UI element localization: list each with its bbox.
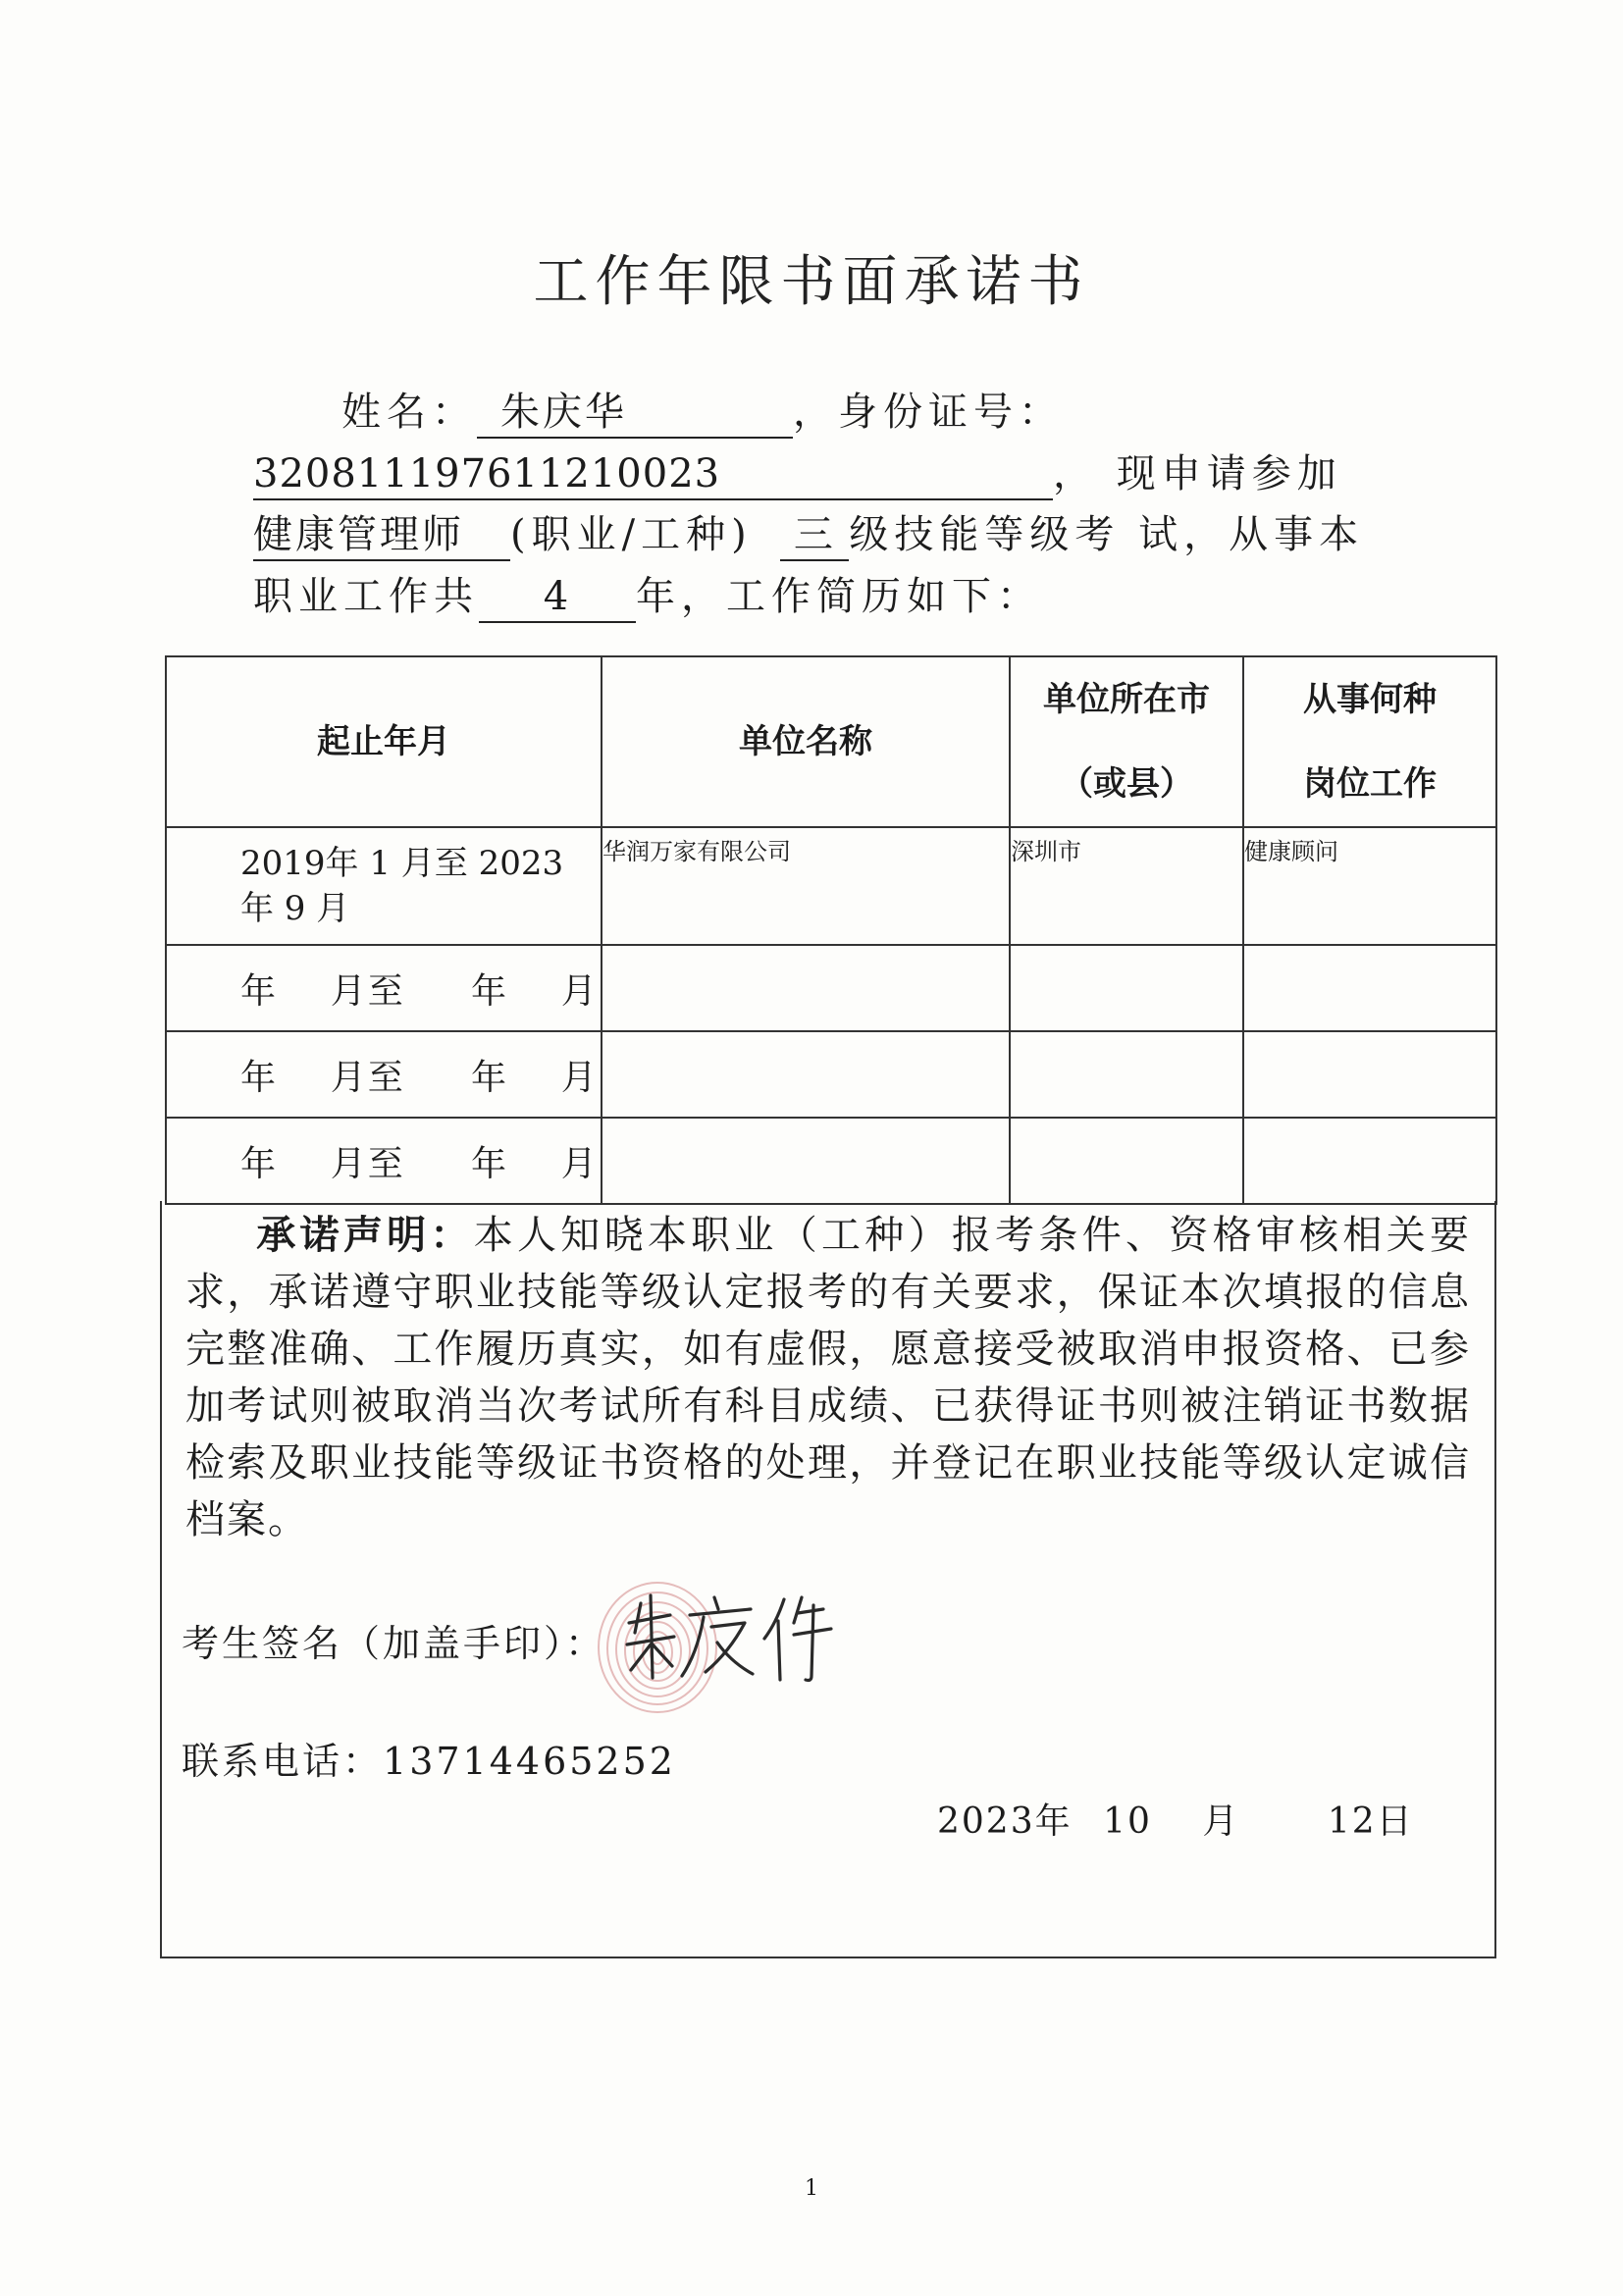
years-value: 4: [479, 572, 636, 623]
document-title: 工作年限书面承诺书: [533, 250, 1090, 314]
header-city: [1010, 656, 1243, 827]
name-line: [341, 388, 1064, 439]
years-prefix: 职业工作共: [253, 574, 479, 619]
row4-unit: [602, 1118, 1010, 1204]
header-city-line1: 单位所在市: [1043, 680, 1210, 719]
row4-period: 年 月至 年 月: [166, 1118, 602, 1204]
header-post-line2: 岗位工作: [1303, 764, 1437, 804]
row2-city: [1010, 945, 1243, 1031]
row3-period: 年 月至 年 月: [166, 1031, 602, 1118]
row3-city: [1010, 1031, 1243, 1118]
name-label: 姓名：: [341, 390, 477, 435]
page-number: 1: [805, 2176, 818, 2201]
handwritten-signature: [621, 1584, 857, 1692]
row2-post: [1243, 945, 1496, 1031]
date-month-num: 10: [1103, 1801, 1152, 1842]
id-label: ，身份证号：: [793, 390, 1064, 435]
row1-city: 深圳市: [1010, 827, 1243, 945]
signature-label: 考生签名（加盖手印）：: [182, 1622, 606, 1665]
years-suffix: 年，工作简历如下：: [636, 574, 1042, 619]
row1-period: 2019年 1 月至 2023 年 9 月: [166, 827, 602, 945]
table-row: [166, 827, 1496, 945]
row1-unit: 华润万家有限公司: [602, 827, 1010, 945]
date-month-label: 月: [1202, 1801, 1240, 1842]
phone-label: 联系电话：: [182, 1740, 384, 1783]
declaration-lead: 承诺声明：: [254, 1213, 474, 1258]
declaration-text: [185, 1207, 1471, 1548]
header-period: 起止年月: [166, 656, 602, 827]
date-line: [937, 1794, 1414, 1844]
table-row: [166, 1031, 1496, 1118]
row4-city: [1010, 1118, 1243, 1204]
level-suffix: 级技能等级考 试，从事本: [849, 512, 1365, 557]
row3-unit: [602, 1031, 1010, 1118]
header-post: [1243, 656, 1496, 827]
name-value: 朱庆华: [477, 388, 793, 439]
row3-post: [1243, 1031, 1496, 1118]
declaration-body: 本人知晓本职业（工种）报考条件、资格审核相关要求，承诺遵守职业技能等级认定报考的有关要求，保证本次填报的信息完整准确、工作履历真实，如有虚假，愿意接受被取消申报资格、已参加考试则被取消当次考试所有科目成绩、已获得证书则被注销证书数据检索及职业技能等级证书资格的处理，并登记在职业技能等级认定诚信档案。: [185, 1213, 1472, 1542]
years-line: [253, 572, 1042, 623]
apply-text: ， 现申请参加: [1053, 451, 1342, 496]
declaration-box: [160, 1201, 1496, 1958]
work-history-table: [165, 655, 1497, 1205]
occupation-suffix: (职业/工种): [510, 512, 753, 557]
header-post-line1: 从事何种: [1303, 680, 1437, 719]
table-header-row: [166, 656, 1496, 827]
id-number: 320811197611210023: [253, 449, 1053, 500]
date-year: 2023年: [937, 1801, 1073, 1842]
table-row: [166, 1118, 1496, 1204]
date-day: 12日: [1327, 1801, 1414, 1842]
occupation-line: [253, 510, 1364, 561]
header-unit: 单位名称: [602, 656, 1010, 827]
table-row: [166, 945, 1496, 1031]
level-value: 三: [780, 510, 849, 561]
header-city-line2: （或县）: [1060, 764, 1193, 804]
row4-post: [1243, 1118, 1496, 1204]
phone-line: [182, 1731, 676, 1785]
occupation-value: 健康管理师: [253, 510, 510, 561]
id-line: [253, 449, 1342, 500]
row2-unit: [602, 945, 1010, 1031]
row2-period: 年 月至 年 月: [166, 945, 602, 1031]
row1-post: 健康顾问: [1243, 827, 1496, 945]
phone-value: 13714465252: [383, 1740, 676, 1783]
